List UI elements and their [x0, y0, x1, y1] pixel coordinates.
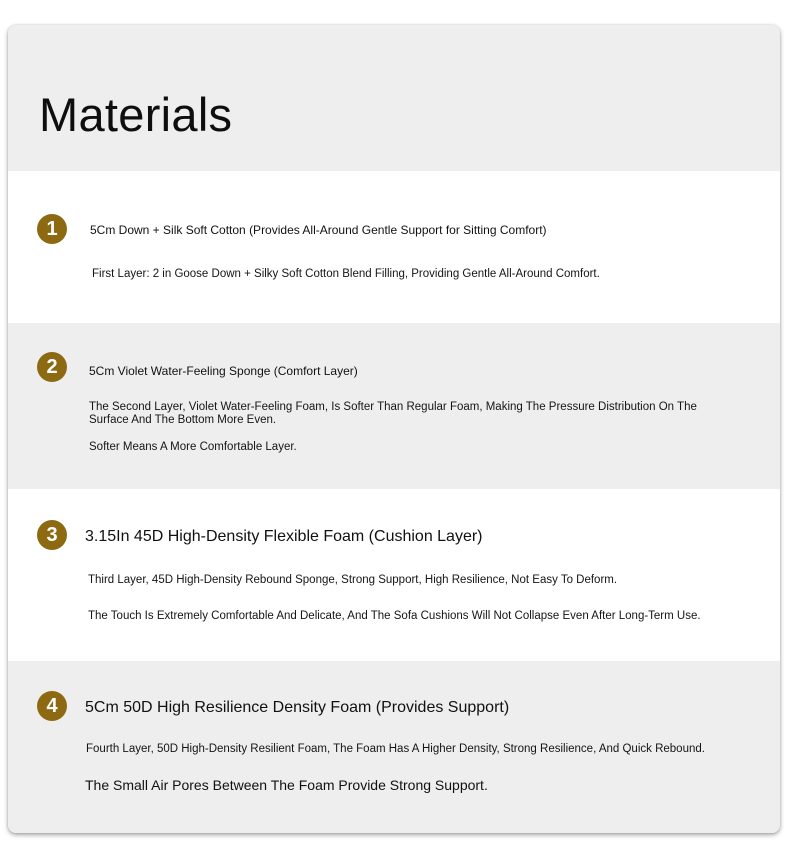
layer-number-badge-2: 2	[37, 352, 67, 382]
layer-note-2: Softer Means A More Comfortable Layer.	[89, 441, 297, 453]
layer-description-2: The Second Layer, Violet Water-Feeling Foam, Is Softer Than Regular Foam, Making The Pressure Distribution On The Surface And The Bottom More Even.	[89, 401, 697, 426]
layer-section-4	[8, 661, 780, 833]
layer-section-2	[8, 323, 780, 489]
layer-title-1: 5Cm Down + Silk Soft Cotton (Provides All-Around Gentle Support for Sitting Comfort)	[90, 223, 547, 237]
layer-title-2: 5Cm Violet Water-Feeling Sponge (Comfort Layer)	[89, 364, 358, 378]
layer-section-1	[8, 171, 780, 323]
layer-section-3	[8, 489, 780, 661]
layer-description-3: Third Layer, 45D High-Density Rebound Sponge, Strong Support, High Resilience, Not Easy To Deform.	[88, 574, 618, 586]
materials-header	[8, 25, 780, 171]
layer-number-badge-1: 1	[37, 214, 67, 244]
page-title: Materials	[39, 88, 233, 141]
layer-note-4: The Small Air Pores Between The Foam Provide Strong Support.	[85, 777, 488, 793]
layer-description-4: Fourth Layer, 50D High-Density Resilient Foam, The Foam Has A Higher Density, Strong Resilience, And Quick Rebound.	[86, 743, 705, 755]
layer-note-3: The Touch Is Extremely Comfortable And Delicate, And The Sofa Cushions Will Not Collapse Even After Long-Term Use.	[88, 610, 701, 622]
layer-title-3: 3.15In 45D High-Density Flexible Foam (Cushion Layer)	[85, 528, 483, 545]
layer-description-1: First Layer: 2 in Goose Down + Silky Soft Cotton Blend Filling, Providing Gentle All-Around Comfort.	[92, 268, 600, 280]
layer-title-4: 5Cm 50D High Resilience Density Foam (Provides Support)	[85, 699, 510, 716]
layer-number-badge-4: 4	[37, 691, 67, 721]
materials-card	[8, 25, 780, 833]
layer-number-badge-3: 3	[37, 520, 67, 550]
